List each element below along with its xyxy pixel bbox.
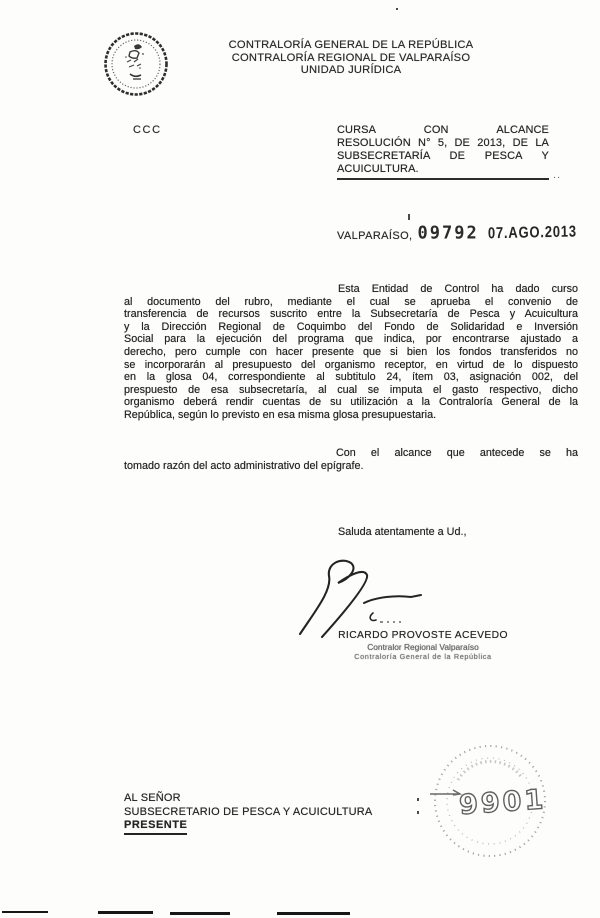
subject-line: SUBSECRETARÍA DE PESCA Y <box>337 150 549 162</box>
body-line: tomado razón del acto administrativo del epígrafe. <box>124 459 364 472</box>
subject-line: RESOLUCIÓN N° 5, DE 2013, DE LA <box>337 137 549 149</box>
dateline <box>337 221 577 244</box>
signature-block <box>318 630 528 661</box>
scan-artifact <box>2 911 48 913</box>
body-paragraph-2 <box>124 447 578 472</box>
circular-number-stamp-icon <box>424 738 556 869</box>
date-stamp: 07.AGO.2013 <box>487 221 577 242</box>
reference-code: CCC <box>133 124 162 136</box>
letterhead <box>201 39 501 77</box>
body-line: Esta Entidad de Control ha dado curso <box>338 283 578 295</box>
addressee-line-1: AL SEÑOR <box>124 792 181 804</box>
scan-artifact <box>417 798 419 801</box>
subject-block <box>337 124 549 180</box>
addressee-line-2: SUBSECRETARIO DE PESCA Y ACUICULTURA <box>124 805 373 818</box>
salutation: Saluda atentamente a Ud., <box>338 526 467 538</box>
subject-line: ACUICULTURA. <box>337 163 419 175</box>
scan-artifact <box>408 214 410 220</box>
subject-line: CURSA CON ALCANCE <box>337 124 549 136</box>
letterhead-line-2: CONTRALORÍA REGIONAL DE VALPARAÍSO <box>231 51 471 64</box>
addressee-line-3: PRESENTE <box>124 819 187 835</box>
stamp-number: 9901 <box>458 784 548 822</box>
dateline-city: VALPARAÍSO, <box>337 230 413 242</box>
scan-artifact <box>417 811 419 814</box>
scan-artifact <box>277 912 350 915</box>
document-number-stamp: 09792 <box>417 222 479 244</box>
body-line: organismo deberá rendir cuentas de su utilización a la Contraloría General de la <box>124 396 578 409</box>
body-line: transferencia de recursos suscrito entre la Subsecretaría de Pesca y Acuicultura <box>124 308 578 321</box>
scan-artifact <box>170 912 230 915</box>
body-line: Social para la ejecución del programa que indica, por encontrarse ajustado a <box>124 333 578 346</box>
body-paragraph-1 <box>124 283 578 422</box>
letterhead-line-1: CONTRALORÍA GENERAL DE LA REPÚBLICA <box>228 39 474 51</box>
body-line: República, según lo previsto en esa misma glosa presupuestaria. <box>124 408 437 421</box>
body-line: y la Dirección Regional de Coquimbo del Fondo de Solidaridad e Inversión <box>124 320 578 333</box>
addressee-block <box>124 792 372 835</box>
scan-artifact <box>98 911 153 914</box>
institution-seal-icon <box>100 30 172 105</box>
body-line: Con el alcance que antecede se ha <box>336 447 578 459</box>
body-line: al documento del rubro, mediante el cual se aprueba el convenio de <box>124 295 578 308</box>
body-line: en la glosa 04, correspondiente al subtitulo 24, ítem 03, asignación 002, del <box>124 371 578 384</box>
scan-artifact <box>396 8 398 10</box>
body-line: derecho, pero cumple con hacer presente que si bien los fondos transferidos no <box>124 345 578 358</box>
scan-artifact: .. <box>553 170 562 181</box>
body-line: se incorporarán al presupuesto del organismo receptor, en virtud de lo dispuesto <box>124 358 578 371</box>
body-line: prespuesto de esa subsecretaría, al cual se imputa el gasto respectivo, dicho <box>124 383 578 396</box>
signer-name: RICARDO PROVOSTE ACEVEDO <box>338 630 508 641</box>
signer-institution: Contraloría General de la República <box>354 652 492 661</box>
letterhead-line-3: UNIDAD JURÍDICA <box>300 64 402 77</box>
signer-title: Contralor Regional Valparaíso <box>367 642 479 652</box>
